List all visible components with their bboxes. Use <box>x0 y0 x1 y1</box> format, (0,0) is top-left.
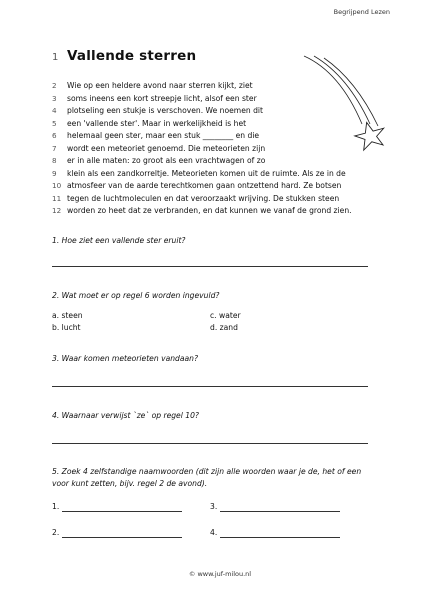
line-text: atmosfeer van de aarde terechtkomen gaan ontzettend hard. Ze botsen <box>67 181 342 190</box>
line-number: 3 <box>52 93 57 103</box>
blank-number: 2. <box>52 528 60 537</box>
blank-number: 3. <box>210 502 218 511</box>
page-title: Vallende sterren <box>67 48 197 64</box>
option-a[interactable]: a. steen <box>52 311 83 320</box>
story-line <box>52 144 412 156</box>
line-number: 4 <box>52 106 57 115</box>
story-line <box>52 94 412 106</box>
line-number: 7 <box>52 143 57 153</box>
line-text: een 'vallende ster'. Maar in werkelijkheid is het <box>67 118 247 128</box>
line-text: helemaal geen ster, maar een stuk ________ en die <box>67 131 260 140</box>
line-number: 5 <box>52 118 57 128</box>
line-text: worden zo heet dat ze verbranden, en dat kunnen we vanaf de grond zien. <box>67 206 352 215</box>
story-line <box>52 119 412 131</box>
blank-line-2[interactable] <box>62 537 182 538</box>
line-text: klein als een zandkorreltje. Meteorieten komen uit de ruimte. Als ze in de <box>67 168 346 178</box>
story-line <box>52 206 412 218</box>
line-number: 8 <box>52 156 57 165</box>
question-5: 5. Zoek 4 zelfstandige naamwoorden (dit zijn alle woorden waar je de, het of een <box>52 467 362 476</box>
line-number: 2 <box>52 81 57 90</box>
story-line <box>52 81 412 93</box>
line-text: plotseling een stukje is verschoven. We noemen dit <box>67 106 264 115</box>
line-text: Wie op een heldere avond naar sterren kijkt, ziet <box>67 81 253 90</box>
question-3: 3. Waar komen meteorieten vandaan? <box>52 354 199 363</box>
blank-line-4[interactable] <box>220 537 340 538</box>
answer-line-1[interactable] <box>52 266 368 267</box>
answer-line-3[interactable] <box>52 386 368 387</box>
line-number: 10 <box>52 181 62 190</box>
story-line <box>52 131 412 143</box>
option-b[interactable]: b. lucht <box>52 323 81 332</box>
line-text: wordt een meteoriet genoemd. Die meteorieten zijn <box>67 143 266 153</box>
story-line <box>52 106 412 118</box>
answer-line-4[interactable] <box>52 443 368 444</box>
question-1: 1. Hoe ziet een vallende ster eruit? <box>52 236 186 245</box>
option-c[interactable]: c. water <box>210 311 241 320</box>
line-number: 12 <box>52 206 62 215</box>
line-text: er in alle maten: zo groot als een vrachtwagen of zo <box>67 156 266 165</box>
blank-line-1[interactable] <box>62 511 182 512</box>
blank-number: 1. <box>52 502 60 511</box>
blank-line-3[interactable] <box>220 511 340 512</box>
question-5-continued: voor kunt zetten, bijv. regel 2 de avond). <box>52 479 208 488</box>
line-number: 11 <box>52 193 62 203</box>
story-line <box>52 194 412 206</box>
option-d[interactable]: d. zand <box>210 323 238 332</box>
line-text: soms ineens een kort streepje licht, alsof een ster <box>67 93 257 103</box>
line-text: tegen de luchtmoleculen en dat veroorzaakt wrijving. De stukken steen <box>67 193 340 203</box>
line-number: 1 <box>52 52 59 63</box>
line-number: 9 <box>52 168 57 178</box>
footer-copyright: © www.juf-milou.nl <box>188 570 252 578</box>
blank-number: 4. <box>210 528 218 537</box>
question-2: 2. Wat moet er op regel 6 worden ingevuld? <box>52 291 220 300</box>
header-label: Begrijpend Lezen <box>333 8 390 16</box>
story-line <box>52 181 412 193</box>
story-line <box>52 169 412 181</box>
story-line <box>52 156 412 168</box>
question-4: 4. Waarnaar verwijst `ze` op regel 10? <box>52 411 199 420</box>
line-number: 6 <box>52 131 57 140</box>
